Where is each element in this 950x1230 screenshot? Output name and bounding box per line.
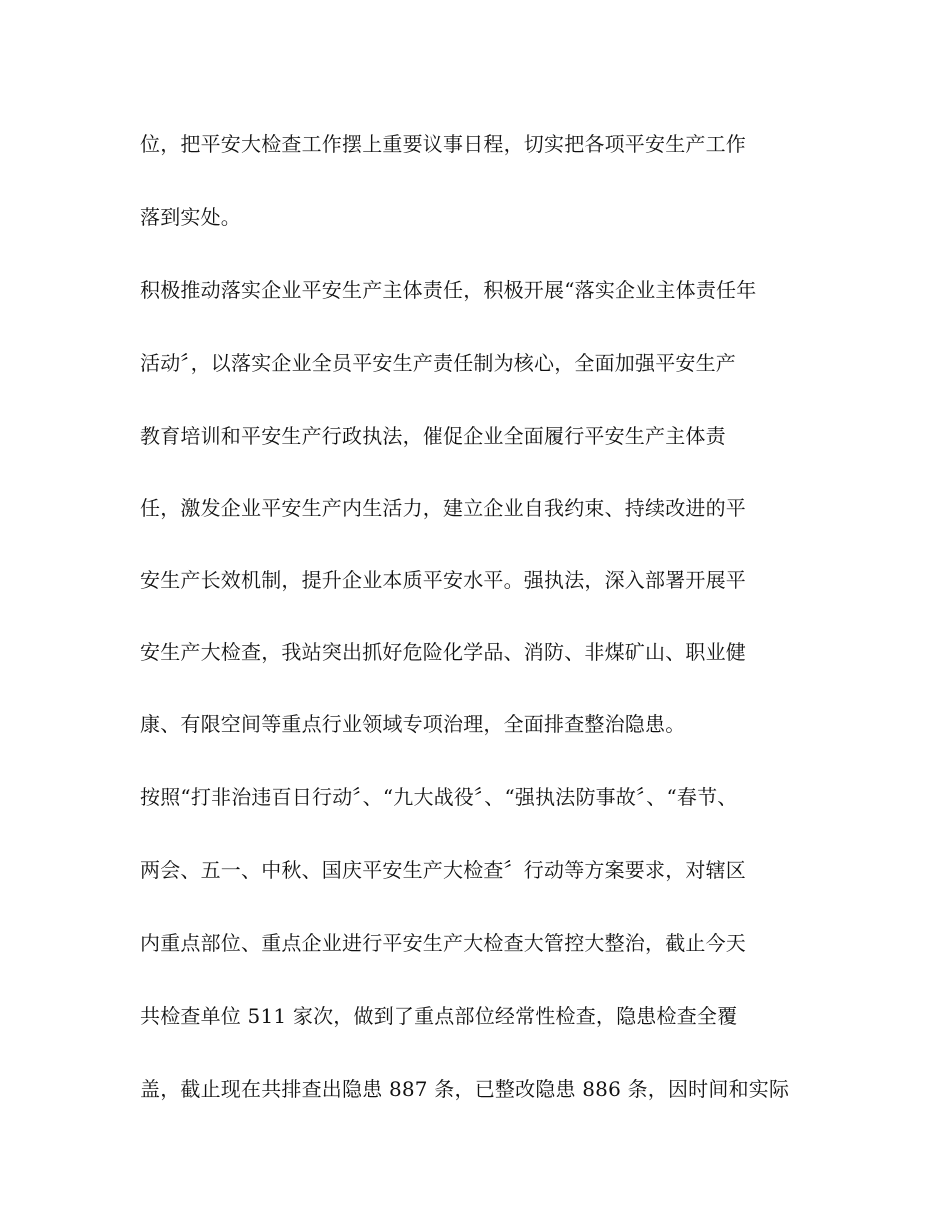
text-line-13: 共检查单位 511 家次，做到了重点部位经常性检查，隐患检查全覆 [140,1004,738,1028]
text-line-1: 位，把平安大检查工作摆上重要议事日程，切实把各项平安生产工作 [140,132,746,156]
text-line-9: 康、有限空间等重点行业领域专项治理，全面排查整治隐患。 [140,712,686,736]
text-line-14: 盖，截止现在共排查出隐患 887 条，已整改隐患 886 条，因时间和实际 [140,1077,790,1101]
text-line-4: 活动〞，以落实企业全员平安生产责任制为核心，全面加强平安生产 [140,351,736,375]
text-line-2: 落到实处。 [140,205,241,229]
text-line-12: 内重点部位、重点企业进行平安生产大检查大管控大整治，截止今天 [140,931,746,955]
text-line-3: 积极推动落实企业平安生产主体责任，积极开展“落实企业主体责任年 [140,278,757,302]
text-line-6: 任，激发企业平安生产内生活力，建立企业自我约束、持续改进的平 [140,496,746,520]
text-line-10: 按照“打非治违百日行动〞、“九大战役〞、“强执法防事故〞、“春节、 [140,785,738,809]
text-line-7: 安生产长效机制，提升企业本质平安水平。强执法，深入部署开展平 [140,568,746,592]
text-line-8: 安生产大检查，我站突出抓好危险化学品、消防、非煤矿山、职业健 [140,640,746,664]
text-line-5: 教育培训和平安生产行政执法，催促企业全面履行平安生产主体责 [140,424,726,448]
text-line-11: 两会、五一、中秋、国庆平安生产大检查〞行动等方案要求，对辖区 [140,858,746,882]
